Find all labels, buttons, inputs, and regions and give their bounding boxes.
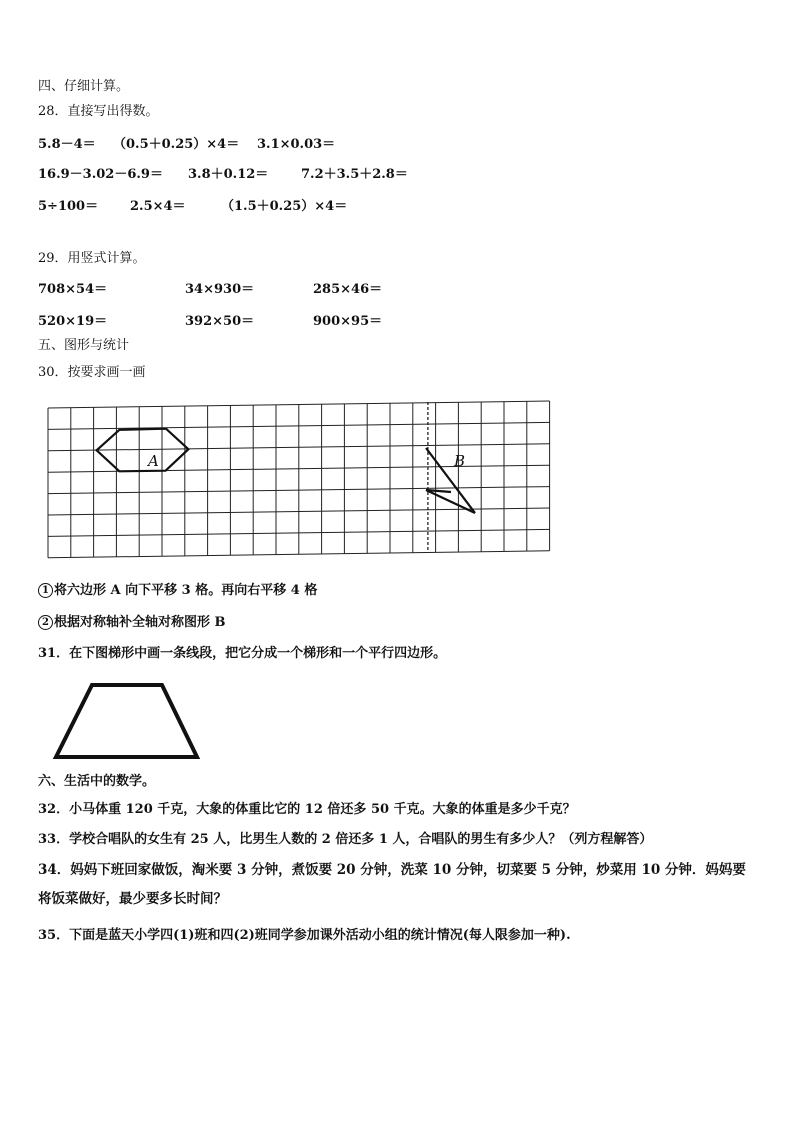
q30-task1 — [38, 582, 317, 600]
q35-text: 35．下面是蓝天小学四(1)班和四(2)班同学参加课外活动小组的统计情况(每人限参加一种). — [38, 928, 571, 943]
q30-title: 30．按要求画一画 — [38, 365, 146, 380]
q28-title: 28．直接写出得数。 — [38, 104, 159, 119]
q28-r2c3: 7.2＋3.5＋2.8＝ — [301, 167, 408, 182]
circled-number-1: 1 — [38, 583, 53, 598]
section4-heading: 四、仔细计算。 — [38, 79, 130, 94]
q29-r2c1: 520×19＝ — [38, 314, 108, 329]
q30-task1-text: 将六边形 A 向下平移 3 格。再向右平移 4 格 — [54, 583, 318, 598]
grid-lines — [48, 401, 550, 558]
q29-r1c1: 708×54＝ — [38, 282, 108, 297]
figure-b-label: B — [454, 452, 466, 470]
q30-task2-text: 根据对称轴补全轴对称图形 B — [54, 615, 226, 630]
q28-r2c1: 16.9－3.02－6.9＝ — [38, 167, 163, 182]
q28-r1c1: 5.8－4＝ — [38, 137, 96, 152]
q32-text: 32．小马体重 120 千克，大象的体重比它的 12 倍还多 50 千克。大象的体重是多少千克？ — [38, 802, 576, 817]
q28-r1c2: （0.5＋0.25）×4＝ — [113, 137, 240, 152]
q28-r3c1: 5÷100＝ — [38, 199, 99, 214]
q29-title: 29．用竖式计算。 — [38, 251, 146, 266]
q29-r1c3: 285×46＝ — [313, 282, 383, 297]
section5-heading: 五、图形与统计 — [38, 338, 130, 353]
q28-r2c2: 3.8＋0.12＝ — [188, 167, 269, 182]
q29-r2c3: 900×95＝ — [313, 314, 383, 329]
figure-b — [426, 448, 475, 513]
section6-heading: 六、生活中的数学。 — [38, 774, 156, 789]
q28-r3c3: （1.5＋0.25）×4＝ — [221, 199, 348, 214]
q34-text: 34．妈妈下班回家做饭，淘米要 3 分钟，煮饭要 20 分钟，洗菜 10 分钟，切菜要 5 分钟，炒菜用 10 分钟．妈妈要将饭菜做好，最少要多长时间？ — [38, 862, 746, 907]
q29-r2c2: 392×50＝ — [185, 314, 255, 329]
circled-number-2: 2 — [38, 615, 53, 630]
q33-text: 33．学校合唱队的女生有 25 人，比男生人数的 2 倍还多 1 人，合唱队的男生有多少人？（列方程解答） — [38, 832, 653, 847]
hexagon-a-label: A — [148, 452, 159, 470]
q28-r3c2: 2.5×4＝ — [130, 199, 186, 214]
q28-r1c3: 3.1×0.03＝ — [257, 137, 336, 152]
trapezoid — [56, 685, 197, 757]
trapezoid-figure — [48, 678, 208, 768]
grid-figure — [44, 398, 564, 568]
q31-title: 31．在下图梯形中画一条线段，把它分成一个梯形和一个平行四边形。 — [38, 646, 447, 661]
q30-task2 — [38, 614, 226, 632]
q29-r1c2: 34×930＝ — [185, 282, 255, 297]
